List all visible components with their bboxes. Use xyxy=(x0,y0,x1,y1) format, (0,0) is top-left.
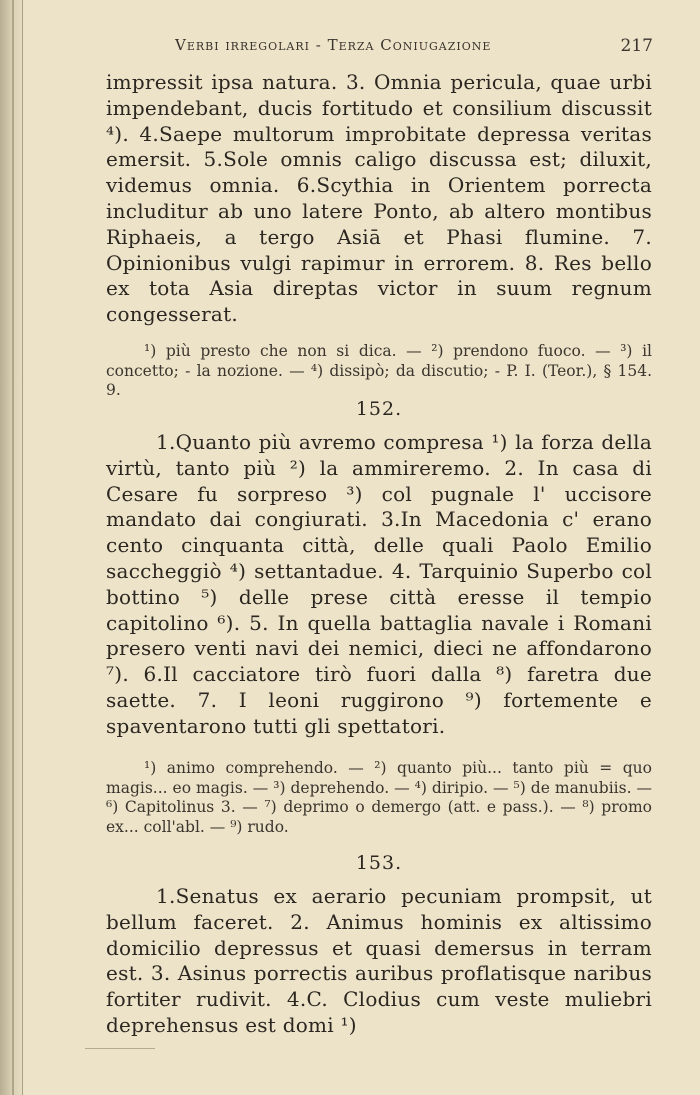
section-153-text: 1.Senatus ex aerario pecuniam prompsit, ut bellum faceret. 2. Animus hominis ex altissimo domicilio depressus et quasi demersus in terram est. 3. Asinus porrectis auribus proflatisque naribus fortiter rudivit. 4.C. Clodius cum veste muliebri deprehensus est domi ¹) xyxy=(106,884,652,1037)
footnotes-151: ¹) più presto che non si dica. — ²) prendono fuoco. — ³) il concetto; - la nozione. — ⁴) dissipò; da discutio; - P. I. (Teor.), § 154. 9. xyxy=(106,342,652,399)
section-151-text: impressit ipsa natura. 3. Omnia pericula, quae urbi impendebant, ducis fortitudo et consilium discussit ⁴). 4.Saepe multorum improbitate depressa veritas emersit. 5.Sole omnis caligo discussa est; diluxit, videmus omnia. 6.Scythia in Orientem porrecta includitur ab uno latere Ponto, ab altero montibus Riphaeis, a tergo Asiā et Phasi flumine. 7. Opinionibus vulgi rapimur in errorem. 8. Res bello ex tota Asia direptas victor in suum regnum congesserat. xyxy=(106,70,652,327)
section-152-heading: 152. xyxy=(355,398,403,420)
running-header xyxy=(175,36,653,54)
page-number: 217 xyxy=(620,36,653,56)
section-153 xyxy=(106,884,652,1039)
section-153-heading: 153. xyxy=(355,852,403,874)
section-152 xyxy=(106,430,652,740)
section-151-footnotes xyxy=(106,342,652,401)
section-152-footnotes xyxy=(106,759,652,837)
section-151-continued xyxy=(106,70,652,328)
footnotes-152: ¹) animo comprehendo. — ²) quanto più... tanto più = quo magis... eo magis. — ³) deprehendo. — ⁴) diripio. — ⁵) de manubiis. — ⁶) Capitolinus 3. — ⁷) deprimo o demergo (att. e pass.). — ⁸) promo ex... coll'abl. — ⁹) rudo. xyxy=(106,759,652,836)
section-152-text: 1.Quanto più avremo compresa ¹) la forza della virtù, tanto più ²) la ammireremo. 2. In casa di Cesare fu sorpreso ³) col pugnale l' uccisore mandato dai congiurati. 3.In Macedonia c' erano cento cinquanta città, delle quali Paolo Emilio saccheggiò ⁴) settantadue. 4. Tarquinio Superbo col bottino ⁵) delle prese città eresse il tempio capitolino ⁶). 5. In quella battaglia navale i Romani presero venti navi dei nemici, dieci ne affondarono ⁷). 6.Il cacciatore tirò fuori dalla ⁸) faretra due saette. 7. I leoni ruggirono ⁹) fortemente e spaventarono tutti gli spettatori. xyxy=(106,430,652,738)
running-title: Verbi irregolari - Terza Coniugazione xyxy=(175,36,492,54)
page-bottom-mark xyxy=(85,1048,155,1049)
